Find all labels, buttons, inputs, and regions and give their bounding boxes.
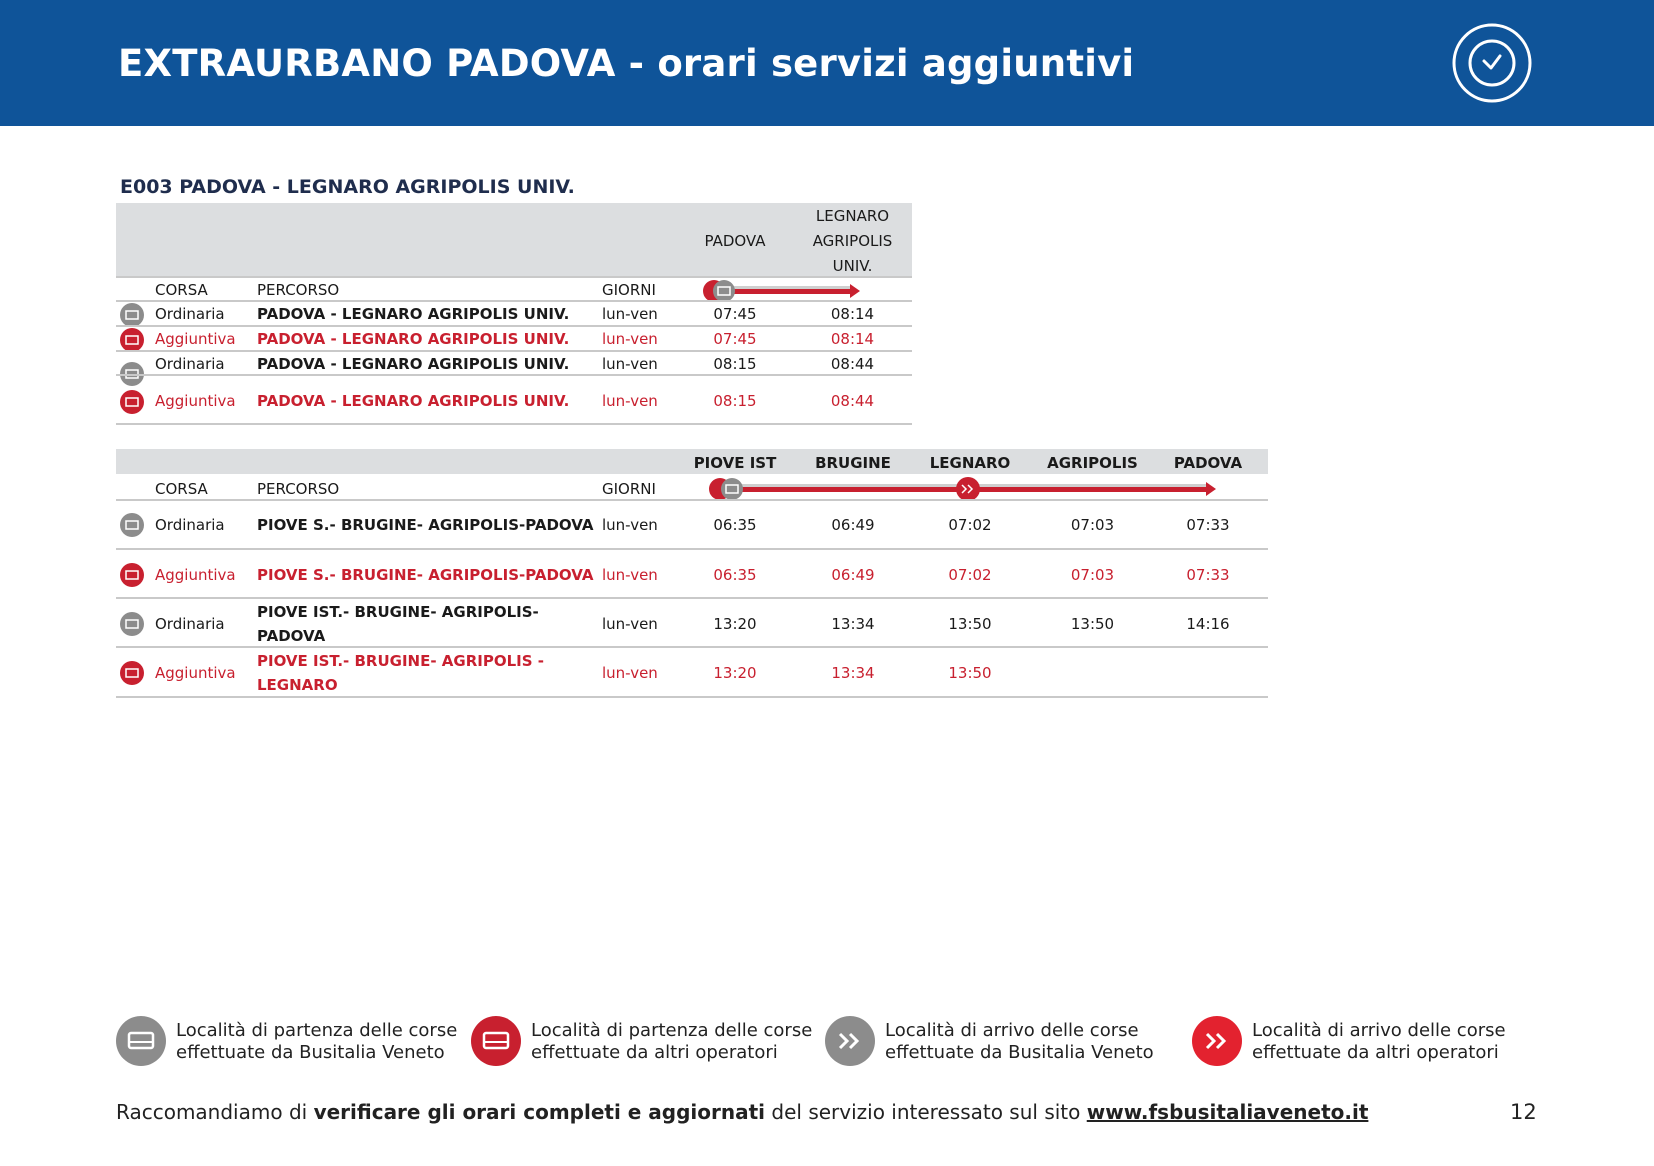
route-text: PADOVA - LEGNARO AGRIPOLIS UNIV. (257, 330, 570, 348)
legend-line2: effettuate da Busitalia Veneto (885, 1042, 1154, 1063)
corsa-type: Ordinaria (155, 615, 225, 633)
legend-line2: effettuate da altri operatori (1252, 1042, 1499, 1063)
time-cell: 14:16 (1186, 615, 1230, 633)
time-cell: 13:20 (713, 615, 757, 633)
table-header-band (116, 203, 912, 277)
corsa-type: Aggiuntiva (155, 664, 236, 682)
bus-departure-red-icon (471, 1016, 521, 1066)
column-header-percorso: PERCORSO (257, 480, 340, 498)
days: lun-ven (602, 516, 658, 534)
legend-line1: Località di partenza delle corse (531, 1020, 813, 1041)
time-cell: 07:02 (948, 566, 992, 584)
time-cell: 13:50 (948, 664, 992, 682)
legend-line2: effettuate da Busitalia Veneto (176, 1042, 445, 1063)
column-header-percorso: PERCORSO (257, 281, 340, 299)
time-cell: 13:34 (831, 615, 875, 633)
corsa-type: Aggiuntiva (155, 392, 236, 410)
stop-header: AGRIPOLIS (1047, 454, 1138, 472)
stop-header: PADOVA (1173, 454, 1243, 472)
stop-header: LEGNARO (929, 454, 1011, 472)
days: lun-ven (602, 355, 658, 373)
divider (116, 350, 912, 352)
legend-line2: effettuate da altri operatori (531, 1042, 778, 1063)
route-text-line2: PADOVA (257, 627, 326, 645)
route-text-line2: LEGNARO (257, 676, 338, 694)
time-cell: 06:49 (831, 566, 875, 584)
days: lun-ven (602, 664, 658, 682)
stop-header: PIOVE IST (693, 454, 777, 472)
route-text: PIOVE IST.- BRUGINE- AGRIPOLIS - (257, 652, 544, 670)
divider (116, 300, 912, 302)
route-title: E003 PADOVA - LEGNARO AGRIPOLIS UNIV. (120, 176, 575, 198)
time-cell: 06:49 (831, 516, 875, 534)
route-text: PIOVE IST.- BRUGINE- AGRIPOLIS- (257, 603, 539, 621)
time-cell: 08:14 (830, 330, 875, 348)
bus-departure-red-icon (120, 390, 144, 414)
stop-header: AGRIPOLIS (812, 232, 893, 250)
corsa-type: Ordinaria (155, 305, 225, 323)
divider (116, 548, 1268, 550)
divider (116, 423, 912, 425)
legend-line1: Località di arrivo delle corse (1252, 1020, 1506, 1041)
bus-departure-grey-icon (116, 1016, 166, 1066)
bus-departure-red-icon (120, 661, 144, 685)
time-cell: 07:33 (1186, 566, 1230, 584)
time-cell: 08:15 (713, 355, 757, 373)
legend-line1: Località di partenza delle corse (176, 1020, 458, 1041)
time-cell: 08:44 (830, 355, 875, 373)
time-cell: 07:03 (1070, 566, 1115, 584)
page-number: 12 (1510, 1100, 1537, 1124)
time-cell: 07:03 (1070, 516, 1115, 534)
days: lun-ven (602, 330, 658, 348)
route-text: PIOVE S.- BRUGINE- AGRIPOLIS-PADOVA (257, 566, 594, 584)
clock-icon (1451, 22, 1533, 104)
stop-header: BRUGINE (815, 454, 891, 472)
column-header-giorni: GIORNI (602, 480, 656, 498)
route-text: PADOVA - LEGNARO AGRIPOLIS UNIV. (257, 305, 570, 323)
time-cell: 07:33 (1186, 516, 1230, 534)
time-cell: 06:35 (713, 566, 757, 584)
time-cell: 07:45 (713, 305, 757, 323)
legend-line1: Località di arrivo delle corse (885, 1020, 1139, 1041)
time-cell: 13:50 (1070, 615, 1115, 633)
column-header-giorni: GIORNI (602, 281, 656, 299)
time-cell: 07:45 (713, 330, 757, 348)
days: lun-ven (602, 566, 658, 584)
divider (116, 374, 912, 376)
time-cell: 06:35 (713, 516, 757, 534)
divider (116, 696, 1268, 698)
bus-departure-grey-icon (120, 303, 144, 327)
bus-departure-grey-icon (120, 513, 144, 537)
days: lun-ven (602, 305, 658, 323)
stop-header: UNIV. (832, 257, 873, 275)
footer-note: Raccomandiamo di verificare gli orari completi e aggiornati del servizio interessato sul sito www.fsbusitaliaveneto.it (116, 1100, 1369, 1124)
corsa-type: Aggiuntiva (155, 330, 236, 348)
time-cell: 08:44 (830, 392, 875, 410)
corsa-type: Ordinaria (155, 355, 225, 373)
route-text: PADOVA - LEGNARO AGRIPOLIS UNIV. (257, 392, 570, 410)
arrival-grey-icon (825, 1016, 875, 1066)
time-cell: 08:14 (830, 305, 875, 323)
corsa-type: Aggiuntiva (155, 566, 236, 584)
column-header-corsa: CORSA (155, 480, 208, 498)
time-cell: 13:20 (713, 664, 757, 682)
arrival-red-icon (1192, 1016, 1242, 1066)
route-text: PADOVA - LEGNARO AGRIPOLIS UNIV. (257, 355, 570, 373)
page-header (0, 0, 1654, 126)
days: lun-ven (602, 615, 658, 633)
website-link[interactable]: www.fsbusitaliaveneto.it (1086, 1100, 1369, 1124)
days: lun-ven (602, 392, 658, 410)
time-cell: 13:34 (831, 664, 875, 682)
page-title: EXTRAURBANO PADOVA - orari servizi aggiuntivi (118, 42, 1135, 85)
bus-departure-red-icon (120, 563, 144, 587)
stop-header: LEGNARO (815, 207, 890, 225)
column-header-corsa: CORSA (155, 281, 208, 299)
time-cell: 13:50 (948, 615, 992, 633)
corsa-type: Ordinaria (155, 516, 225, 534)
time-cell: 08:15 (713, 392, 757, 410)
divider (116, 499, 1268, 501)
route-text: PIOVE S.- BRUGINE- AGRIPOLIS-PADOVA (257, 516, 594, 534)
time-cell: 07:02 (948, 516, 992, 534)
divider (116, 597, 1268, 599)
divider (116, 646, 1268, 648)
stop-header: PADOVA (704, 232, 766, 250)
bus-departure-grey-icon (120, 612, 144, 636)
bus-departure-red-icon (120, 328, 144, 352)
divider (116, 325, 912, 327)
